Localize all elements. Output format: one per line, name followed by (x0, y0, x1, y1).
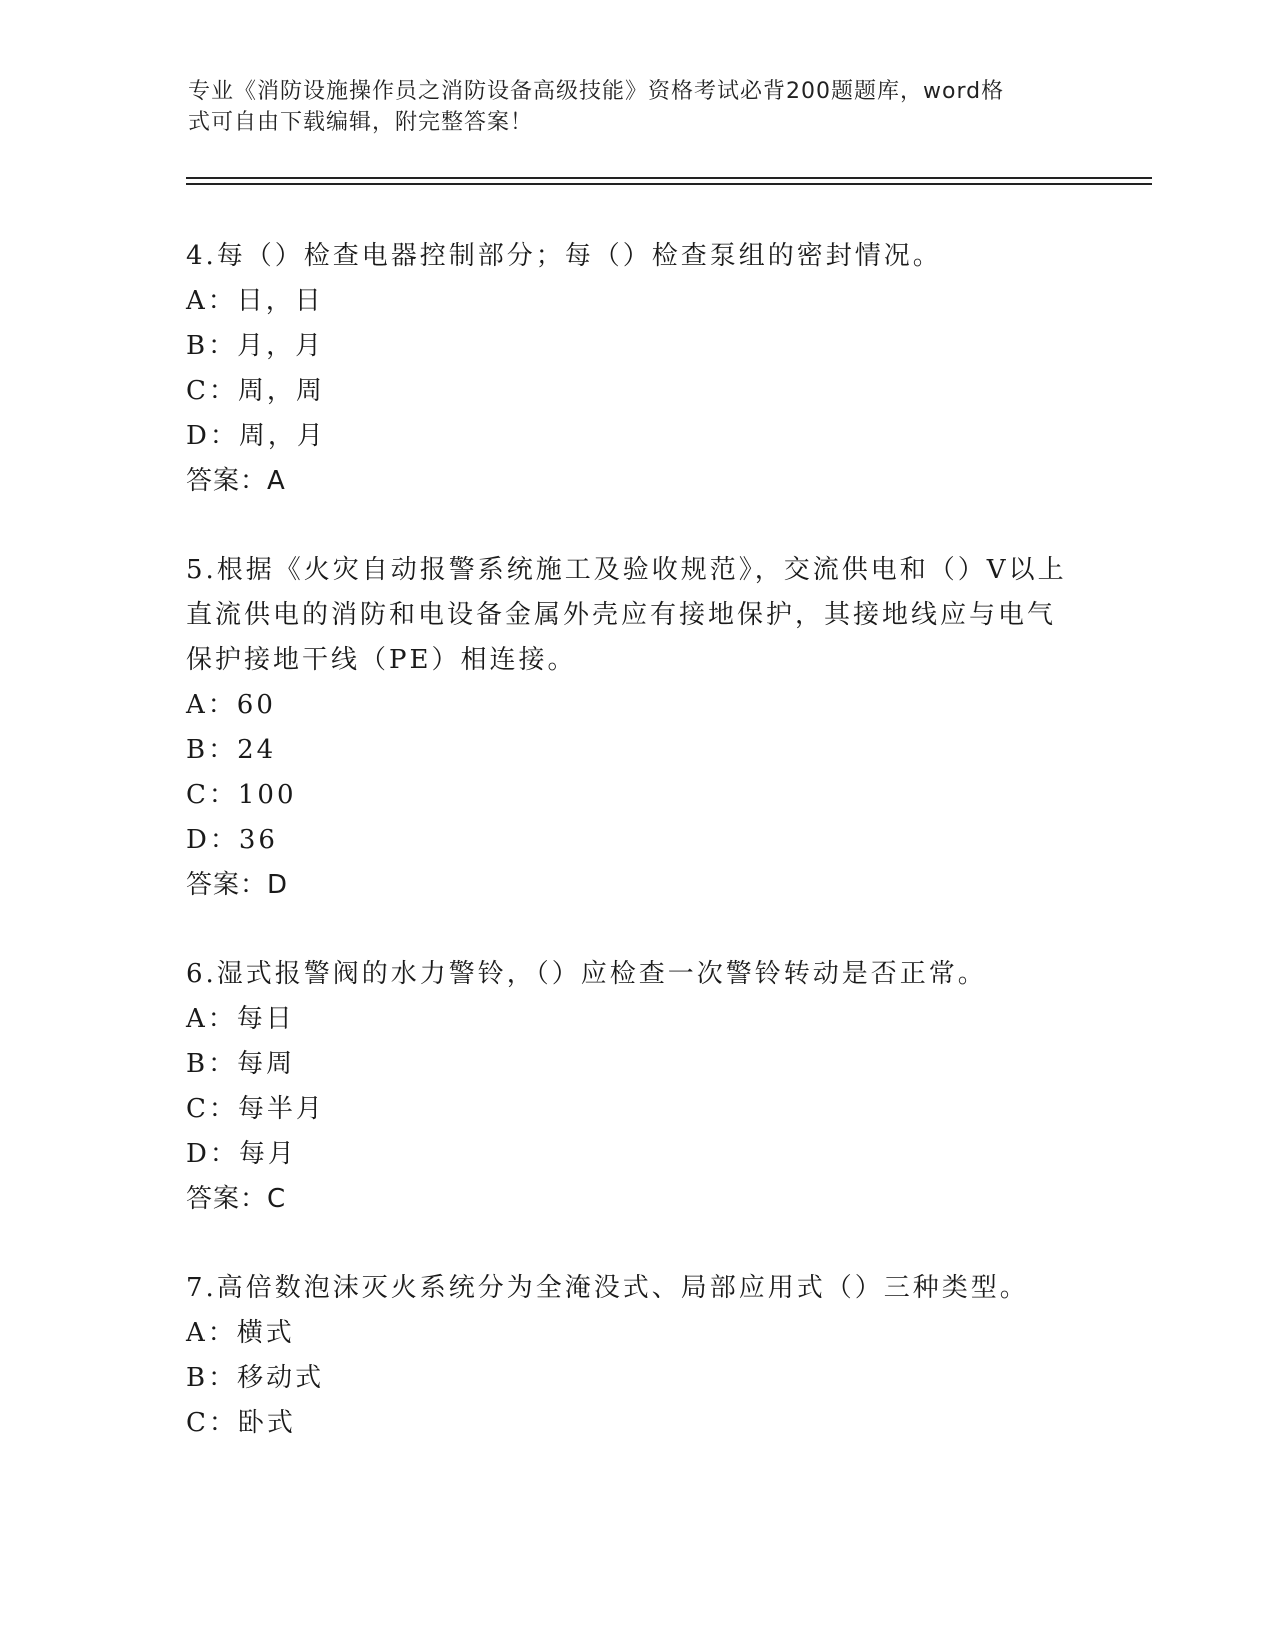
option-c: C：每半月 (186, 1094, 325, 1124)
question-stem: 6.湿式报警阀的水力警铃，（）应检查一次警铃转动是否正常。 (186, 959, 987, 989)
header-divider-top (186, 177, 1152, 179)
option-d: D：36 (186, 825, 278, 855)
option-c: C：100 (186, 780, 297, 810)
question-stem: 7.高倍数泡沫灭火系统分为全淹没式、局部应用式（）三种类型。 (186, 1273, 1029, 1303)
answer: 答案：D (186, 870, 289, 900)
header-divider-bottom (186, 183, 1152, 185)
option-a: A：横式 (186, 1318, 295, 1348)
question-stem-line-3: 保护接地干线（PE）相连接。 (186, 645, 577, 675)
header-line-2: 式可自由下载编辑，附完整答案！ (188, 110, 534, 135)
question-stem: 4.每（）检查电器控制部分；每（）检查泵组的密封情况。 (186, 241, 942, 271)
option-d: D：周，月 (186, 421, 326, 451)
option-c: C：周，周 (186, 376, 325, 406)
option-a: A：每日 (186, 1004, 295, 1034)
question-5 (186, 548, 1086, 908)
header-line-1: 专业《消防设施操作员之消防设备高级技能》资格考试必背200题题库，word格 (188, 79, 1005, 104)
option-c: C：卧式 (186, 1408, 296, 1438)
document-header (188, 76, 1068, 138)
option-b: B：移动式 (186, 1363, 325, 1393)
option-d: D：每月 (186, 1139, 297, 1169)
question-6 (186, 952, 1086, 1222)
question-stem-line-2: 直流供电的消防和电设备金属外壳应有接地保护，其接地线应与电气 (186, 600, 1057, 630)
option-b: B：24 (186, 735, 277, 765)
option-b: B：每周 (186, 1049, 296, 1079)
option-a: A：60 (186, 690, 276, 720)
option-a: A：日，日 (186, 286, 324, 316)
option-b: B：月，月 (186, 331, 325, 361)
question-7 (186, 1266, 1086, 1446)
question-list (186, 234, 1086, 1490)
question-stem-line-1: 5.根据《火灾自动报警系统施工及验收规范》，交流供电和（）V以上 (186, 555, 1067, 585)
answer: 答案：C (186, 1184, 287, 1214)
answer: 答案：A (186, 466, 286, 496)
question-4 (186, 234, 1086, 504)
